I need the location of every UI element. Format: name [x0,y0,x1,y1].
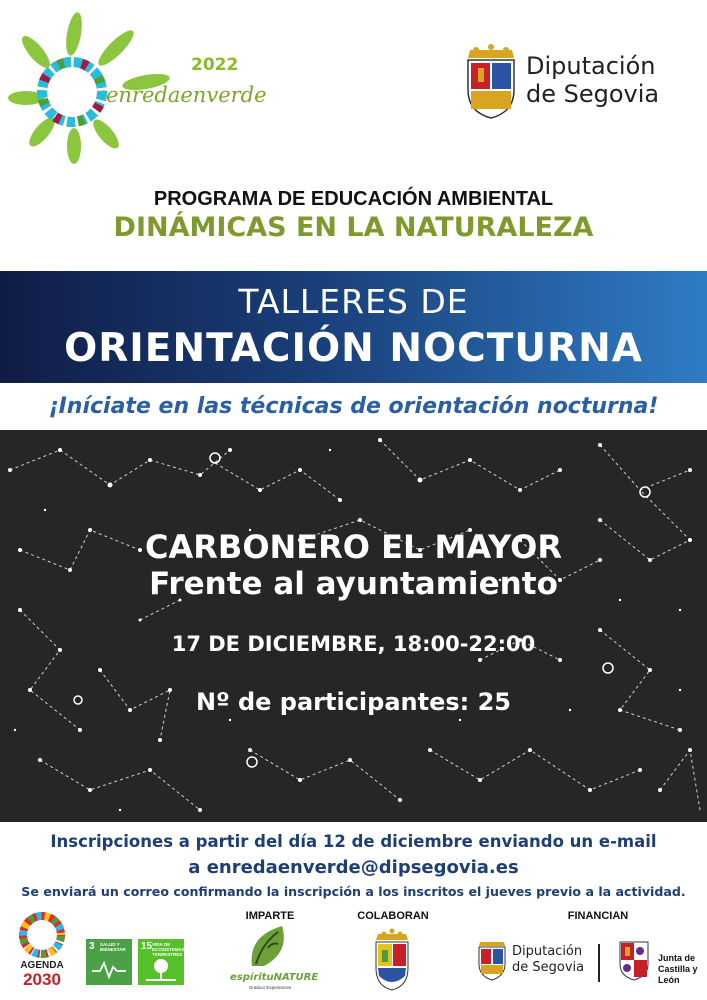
sdg-3-number: 3 [89,941,95,952]
sdg-wheel-icon [12,910,72,960]
registration-email[interactable]: a enredaenverde@dipsegovia.es [188,857,519,878]
enredaenverde-year: 2022 [191,55,239,75]
junta-castilla-leon-logo [614,938,654,982]
banner-line2: ORIENTACIÓN NOCTURNA [64,326,643,371]
registration-note: Se enviará un correo confirmando la inscripción a los inscritos el jueves previo a la actividad. [21,884,686,899]
diputacion-small-name [512,944,584,976]
financian-label: FINANCIAN [567,910,629,922]
sdg-15-tile [138,939,184,985]
leaf-icon [230,918,310,974]
tagline: ¡Iníciate en las técnicas de orientación nocturna! [48,394,659,419]
diputacion-small-line1: Diputación [512,944,583,959]
event-location: CARBONERO EL MAYOR [145,528,562,566]
heartbeat-icon [86,939,132,985]
diputacion-segovia-logo [462,44,682,124]
espiritu-nature-name: espírituNATURE [230,972,319,983]
espiritu-nature-sub: Outdoor Experiences [248,985,292,990]
enredaenverde-logo [6,6,286,166]
junta-castilla-leon-name [658,953,707,986]
imparte-label: IMPARTE [245,910,295,922]
coat-of-arms-icon [462,44,520,122]
junta-line1: Junta de [658,953,696,963]
enredaenverde-name: enredaenverde [106,83,267,107]
event-place: Frente al ayuntamiento [149,566,558,602]
program-subtitle: DINÁMICAS EN LA NATURALEZA [113,212,594,243]
constellation-background [0,430,707,822]
event-participants: Nº de participantes: 25 [196,688,511,716]
tree-icon [138,939,184,985]
diputacion-segovia-small-logo [476,938,596,982]
colaboran-label: COLABORAN [357,910,429,922]
carbonero-coat-of-arms [372,928,412,992]
event-datetime: 17 DE DICIEMBRE, 18:00-22:00 [171,632,536,656]
agenda-label: AGENDA [20,960,64,971]
castilla-leon-shield-icon [614,938,654,982]
espiritu-nature-logo [230,918,319,996]
sdg-3-tile [86,939,132,985]
program-title: PROGRAMA DE EDUCACIÓN AMBIENTAL [153,188,554,210]
agenda-year: 2030 [23,970,61,989]
coat-of-arms-icon [476,938,508,982]
junta-line2: Castilla y León [658,964,698,985]
diputacion-name [526,52,659,108]
star-map-panel [0,430,707,822]
diputacion-line2: de Segovia [526,80,660,108]
coat-of-arms-icon [372,928,412,992]
footer-divider [598,944,600,982]
banner-line1: TALLERES DE [238,282,469,321]
agenda-2030-logo [12,910,72,990]
sdg-wheel-icon [42,62,102,122]
sdg-3-text: SALUD Y BIENESTAR [100,942,126,952]
sdg-15-number: 15 [141,941,153,952]
diputacion-small-line2: de Segovia [512,960,585,975]
registration-line1: Inscripciones a partir del día 12 de diciembre enviando un e-mail [50,832,657,851]
sdg-15-text: VIDA DE ECOSISTEMAS TERRESTRES [152,942,185,957]
diputacion-line1: Diputación [526,52,656,80]
